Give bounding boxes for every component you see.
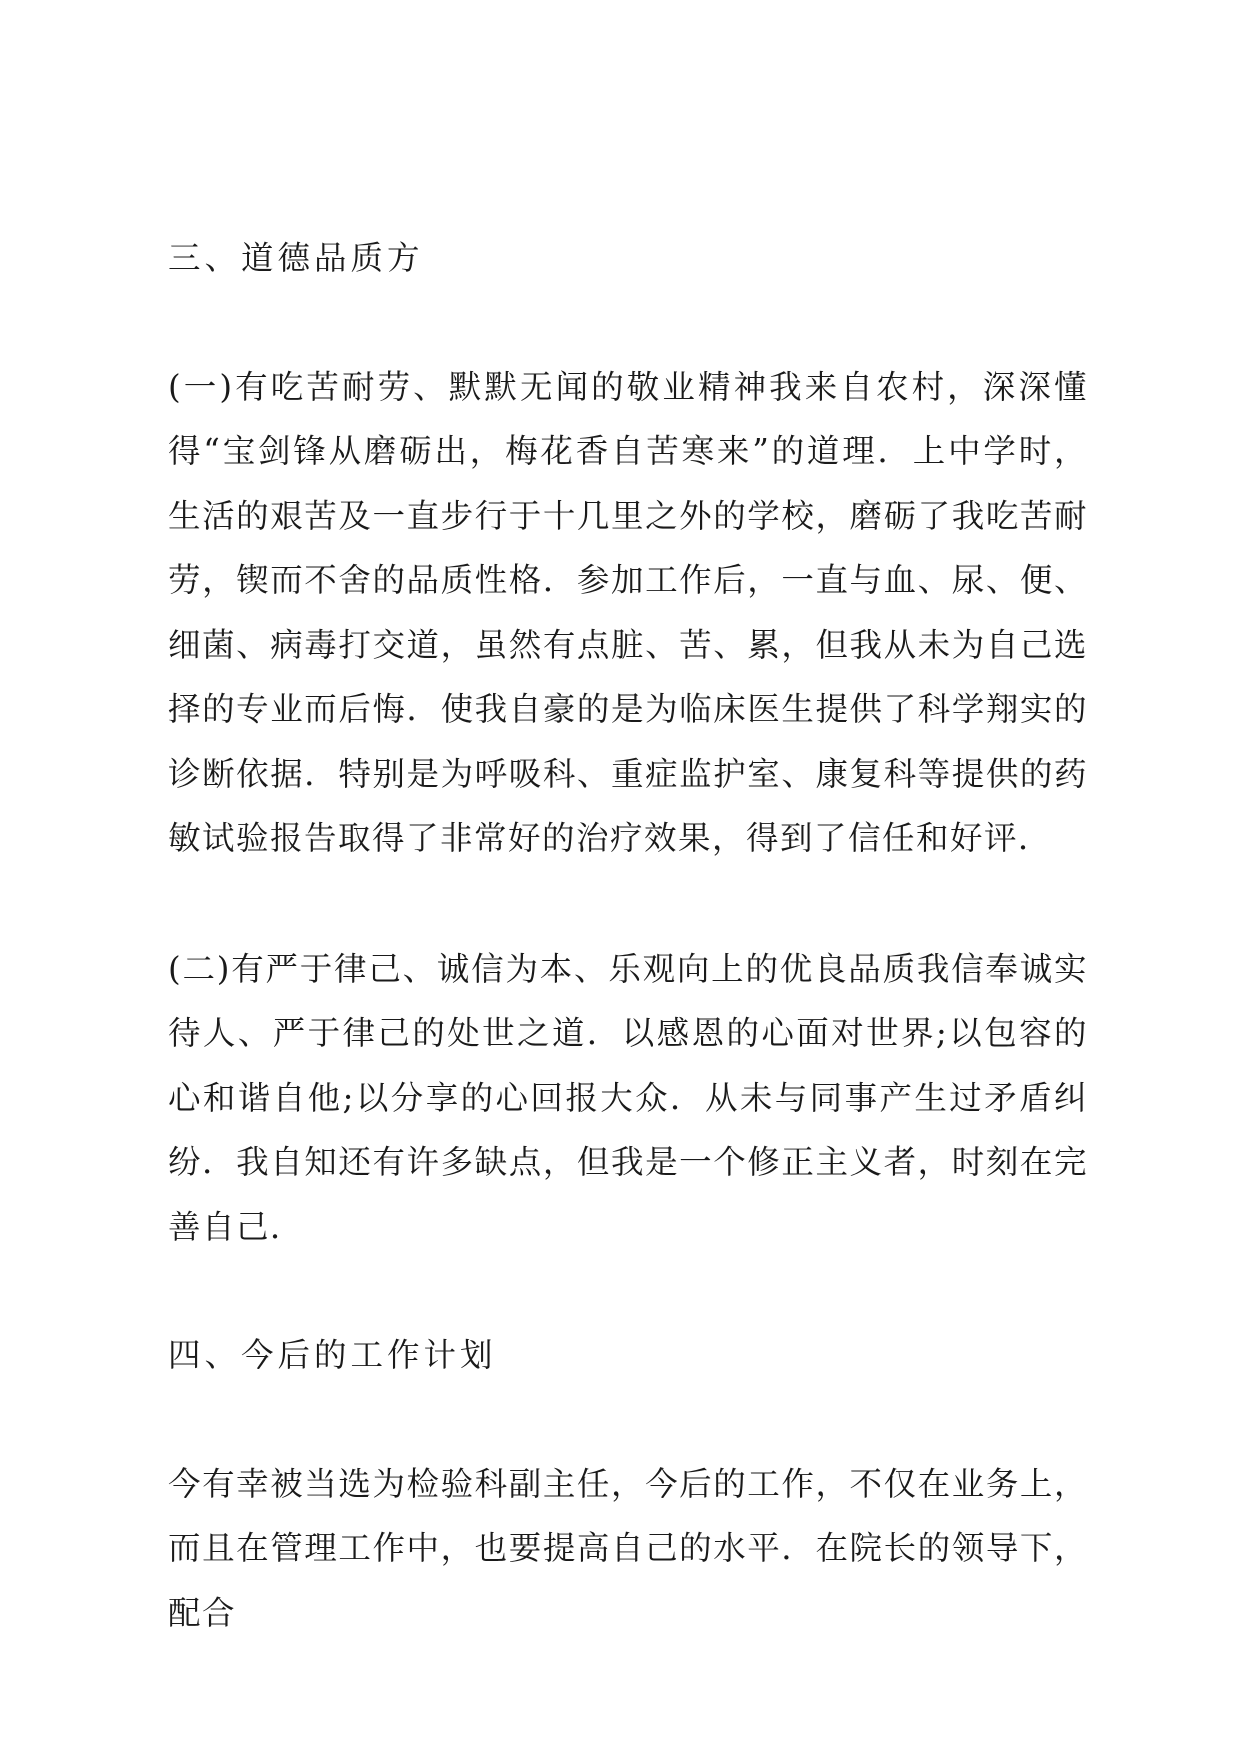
section-heading-three: 三、道德品质方 bbox=[168, 239, 424, 277]
paragraph-work-ethic: (一)有吃苦耐劳、默默无闻的敬业精神我来自农村，深深懂得“宝剑锋从磨砺出，梅花香自苦寒来”的道理．上中学时，生活的艰苦及一直步行于十几里之外的学校，磨砺了我吃苦耐劳，锲而不舍的品质性格．参加工作后，一直与血、尿、便、细菌、病毒打交道，虽然有点脏、苦、累，但我从未为自己选择的专业而后悔．使我自豪的是为临床医生提供了科学翔实的诊断依据．特别是为呼吸科、重症监护室、康复科等提供的药敏试验报告取得了非常好的治疗效果，得到了信任和好评． bbox=[168, 367, 1088, 857]
section-heading-four: 四、今后的工作计划 bbox=[168, 1336, 497, 1374]
paragraph-work-plan: 今有幸被当选为检验科副主任，今后的工作，不仅在业务上，而且在管理工作中，也要提高自己的水平．在院长的领导下，配合 bbox=[168, 1464, 1088, 1632]
paragraph-self-discipline: (二)有严于律己、诚信为本、乐观向上的优良品质我信奉诚实待人、严于律己的处世之道．以感恩的心面对世界;以包容的心和谐自他;以分享的心回报大众．从未与同事产生过矛盾纠纷．我自知还有许多缺点，但我是一个修正主义者，时刻在完善自己． bbox=[168, 949, 1088, 1246]
document-body bbox=[168, 226, 1088, 1645]
